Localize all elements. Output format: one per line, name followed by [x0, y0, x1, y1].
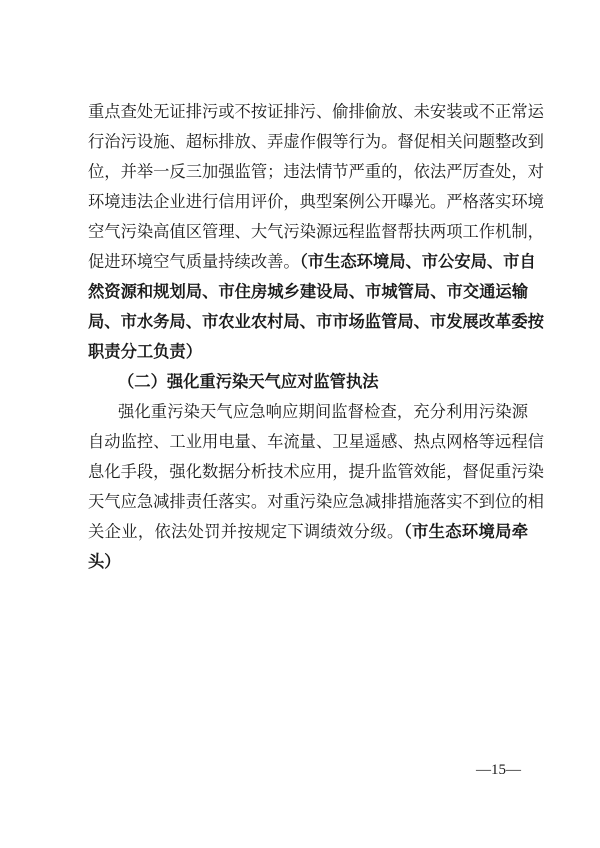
paragraph-line: 行治污设施、超标排放、弄虚作假等行为。督促相关问题整改到: [88, 132, 544, 151]
paragraph-line-mixed: [88, 522, 528, 544]
page-number: —15—: [476, 762, 521, 778]
paragraph-line: 重点查处无证排污或不按证排污、偷排偷放、未安装或不正常运: [88, 102, 544, 121]
paragraph-line: 息化手段，强化数据分析技术应用，提升监管效能，督促重污染: [88, 462, 544, 481]
paragraph-line: 自动监控、工业用电量、车流量、卫星遥感、热点网格等远程信: [88, 432, 544, 451]
paragraph-line-mixed: [88, 252, 536, 274]
responsible-units-note: 头）: [88, 552, 121, 571]
paragraph-line: 强化重污染天气应急响应期间监督检查，充分利用污染源: [118, 402, 528, 421]
paragraph-line: 位，并举一反三加强监管；违法情节严重的，依法严厉查处，对: [88, 162, 544, 181]
responsible-units-note: （市生态环境局牵: [403, 522, 528, 541]
responsible-units-note: 局、市水务局、市农业农村局、市市场监管局、市发展改革委按: [88, 312, 544, 331]
paragraph-text: 促进环境空气质量持续改善。: [88, 252, 300, 271]
responsible-units-note: 然资源和规划局、市住房城乡建设局、市城管局、市交通运输: [88, 282, 528, 301]
paragraph-line: 空气污染高值区管理、大气污染源远程监督帮扶两项工作机制，: [88, 222, 544, 241]
section-heading: （二）强化重污染天气应对监管执法: [118, 372, 379, 391]
paragraph-line: 天气应急减排责任落实。对重污染应急减排措施落实不到位的相: [88, 492, 544, 511]
paragraph-line: 环境违法企业进行信用评价，典型案例公开曝光。严格落实环境: [88, 192, 544, 211]
paragraph-text: 关企业，依法处罚并按规定下调绩效分级。: [88, 522, 404, 541]
responsible-units-note: 职责分工负责）: [88, 342, 202, 361]
responsible-units-note: （市生态环境局、市公安局、市自: [299, 252, 536, 271]
